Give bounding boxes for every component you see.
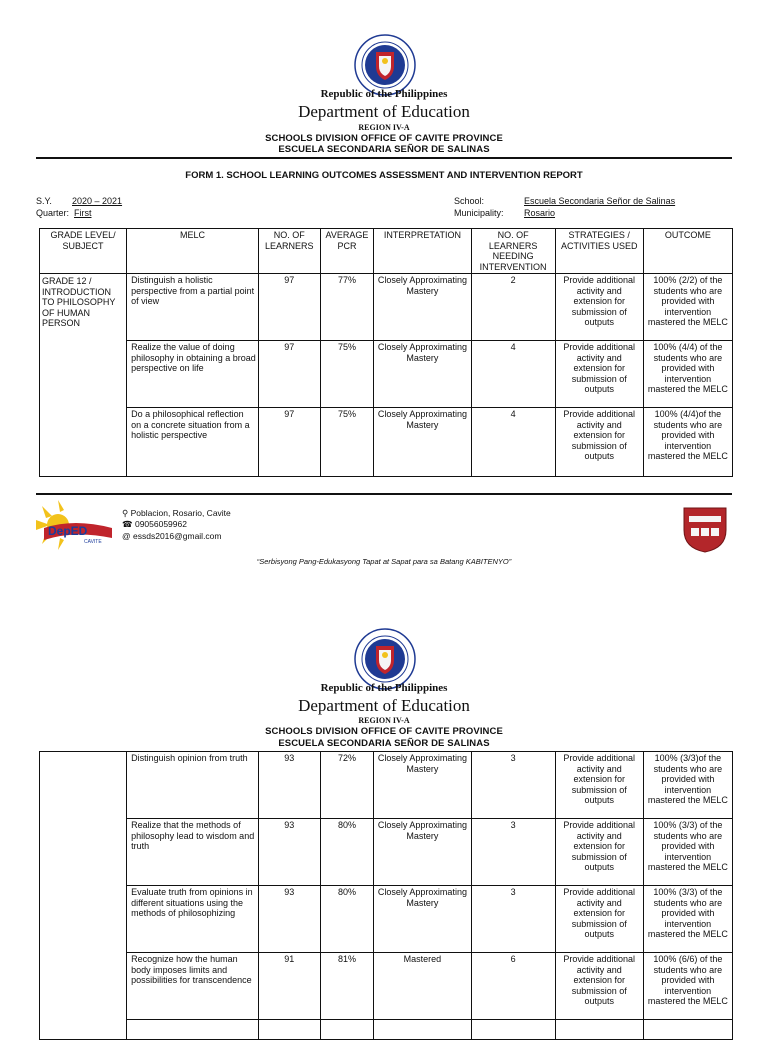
table-row — [40, 341, 733, 408]
quarter-label: Quarter: — [36, 208, 70, 218]
subject-cell: GRADE 12 / INTRODUCTION TO PHILOSOPHY OF HUMAN PERSON — [40, 274, 127, 477]
table-row-cutoff — [40, 1020, 733, 1040]
mail-icon: @ — [122, 531, 131, 541]
pcr-cell: 72% — [320, 752, 374, 819]
outcome-cell: 100% (6/6) of the students who are provided with intervention mastered the MELC — [643, 953, 732, 1020]
melc-cell: Recognize how the human body imposes limits and possibilities for transcendence — [127, 953, 259, 1020]
report-table-page2 — [39, 751, 733, 1040]
strategy-cell: Provide additional activity and extension for submission of outputs — [555, 274, 643, 341]
outcome-cell: 100% (2/2) of the students who are provided with intervention mastered the MELC — [643, 274, 732, 341]
header-grade-level: GRADE LEVEL/ SUBJECT — [40, 229, 127, 274]
municipality-label: Municipality: — [454, 208, 504, 218]
strategy-cell: Provide additional activity and extension for submission of outputs — [555, 886, 643, 953]
pcr-cell: 77% — [320, 274, 374, 341]
outcome-cell: 100% (4/4) of the students who are provided with intervention mastered the MELC — [643, 341, 732, 408]
region-label: REGION IV-A — [358, 123, 410, 132]
strategy-cell: Provide additional activity and extension for submission of outputs — [555, 819, 643, 886]
sy-label: S.Y. — [36, 196, 52, 206]
melc-cell: Distinguish opinion from truth — [127, 752, 259, 819]
needing-cell: 3 — [471, 752, 555, 819]
pcr-cell: 75% — [320, 341, 374, 408]
melc-cell: Realize that the methods of philosophy lead to wisdom and truth — [127, 819, 259, 886]
interpretation-cell: Closely Approximating Mastery — [374, 752, 471, 819]
header-interpretation: INTERPRETATION — [374, 229, 471, 274]
sy-value: 2020 – 2021 — [72, 196, 123, 206]
pcr-cell: 81% — [320, 953, 374, 1020]
needing-cell: 2 — [471, 274, 555, 341]
header-melc: MELC — [127, 229, 259, 274]
needing-cell: 3 — [471, 886, 555, 953]
email-text: essds2016@gmail.com — [133, 531, 222, 541]
school-shield-logo — [680, 504, 730, 554]
slogan-text: “Serbisyong Pang-Edukasyong Tapat at Sapat para sa Batang KABITENYO” — [256, 557, 512, 566]
learners-cell: 97 — [258, 341, 320, 408]
needing-cell: 4 — [471, 408, 555, 477]
interpretation-cell: Closely Approximating Mastery — [374, 408, 471, 477]
outcome-cell: 100% (3/3) of the students who are provided with intervention mastered the MELC — [643, 886, 732, 953]
school-field-label: School: — [454, 196, 485, 206]
pcr-cell: 80% — [320, 886, 374, 953]
form-title: FORM 1. SCHOOL LEARNING OUTCOMES ASSESSMENT AND INTERVENTION REPORT — [185, 170, 583, 181]
department-title: Department of Education — [298, 696, 470, 715]
strategy-cell: Provide additional activity and extension for submission of outputs — [555, 408, 643, 477]
deped-seal-icon — [354, 34, 416, 96]
phone-text: 09056059962 — [134, 519, 187, 529]
table-row — [40, 819, 733, 886]
department-title: Department of Education — [298, 102, 470, 121]
email-line — [122, 531, 222, 541]
table-row — [40, 752, 733, 819]
melc-cell: Realize the value of doing philosophy in obtaining a broad perspective on life — [127, 341, 259, 408]
header-average-pcr: AVERAGE PCR — [320, 229, 374, 274]
learners-cell: 93 — [258, 752, 320, 819]
learners-cell: 93 — [258, 819, 320, 886]
strategy-cell: Provide additional activity and extension for submission of outputs — [555, 953, 643, 1020]
region-label: REGION IV-A — [358, 716, 410, 725]
learners-cell: 91 — [258, 953, 320, 1020]
republic-label: Republic of the Philippines — [320, 682, 448, 694]
header-learners: NO. OF LEARNERS — [258, 229, 320, 274]
needing-cell: 6 — [471, 953, 555, 1020]
deped-logo-text: DepED — [48, 524, 88, 538]
interpretation-cell: Closely Approximating Mastery — [374, 819, 471, 886]
interpretation-cell: Closely Approximating Mastery — [374, 341, 471, 408]
interpretation-cell: Mastered — [374, 953, 471, 1020]
learners-cell: 97 — [258, 408, 320, 477]
header-strategies: STRATEGIES / ACTIVITIES USED — [555, 229, 643, 274]
division-label: SCHOOLS DIVISION OFFICE OF CAVITE PROVINCE — [265, 133, 503, 144]
table-row — [40, 953, 733, 1020]
outcome-cell: 100% (3/3) of the students who are provided with intervention mastered the MELC — [643, 819, 732, 886]
pcr-cell: 80% — [320, 819, 374, 886]
deped-cavite-logo — [34, 500, 114, 550]
melc-cell: Do a philosophical reflection on a concrete situation from a holistic perspective — [127, 408, 259, 477]
table-row — [40, 408, 733, 477]
school-label: ESCUELA SECONDARIA SEÑOR DE SALINAS — [278, 144, 490, 155]
learners-cell: 97 — [258, 274, 320, 341]
strategy-cell: Provide additional activity and extension for submission of outputs — [555, 341, 643, 408]
subject-cell-continued — [40, 752, 127, 1040]
deped-logo-subtext: CAVITE — [84, 539, 102, 545]
deped-seal-icon — [354, 628, 416, 690]
report-table-page1 — [39, 228, 733, 477]
address-line — [122, 508, 231, 519]
table-row — [40, 886, 733, 953]
phone-line — [122, 519, 187, 530]
header-rule — [36, 157, 732, 159]
republic-label: Republic of the Philippines — [320, 88, 448, 100]
pcr-cell: 75% — [320, 408, 374, 477]
municipality-value: Rosario — [524, 208, 556, 218]
melc-cell: Evaluate truth from opinions in different situations using the methods of philosophizing — [127, 886, 259, 953]
header-needing-intervention: NO. OF LEARNERS NEEDING INTERVENTION — [471, 229, 555, 274]
school-field-value: Escuela Secondaria Señor de Salinas — [524, 196, 676, 206]
table-header-row — [40, 229, 733, 274]
needing-cell: 4 — [471, 341, 555, 408]
school-label: ESCUELA SECONDARIA SEÑOR DE SALINAS — [278, 738, 490, 749]
interpretation-cell: Closely Approximating Mastery — [374, 274, 471, 341]
strategy-cell: Provide additional activity and extension for submission of outputs — [555, 752, 643, 819]
table-row — [40, 274, 733, 341]
outcome-cell: 100% (4/4)of the students who are provided with intervention mastered the MELC — [643, 408, 732, 477]
division-label: SCHOOLS DIVISION OFFICE OF CAVITE PROVINCE — [265, 726, 503, 737]
needing-cell: 3 — [471, 819, 555, 886]
melc-cell: Distinguish a holistic perspective from a partial point of view — [127, 274, 259, 341]
interpretation-cell: Closely Approximating Mastery — [374, 886, 471, 953]
quarter-value: First — [74, 208, 92, 218]
footer-rule — [36, 493, 732, 495]
outcome-cell: 100% (3/3)of the students who are provided with intervention mastered the MELC — [643, 752, 732, 819]
header-outcome: OUTCOME — [643, 229, 732, 274]
address-text: Poblacion, Rosario, Cavite — [130, 508, 231, 518]
learners-cell: 93 — [258, 886, 320, 953]
phone-icon: ☎ — [122, 519, 133, 529]
location-pin-icon: ⚲ — [122, 508, 129, 518]
